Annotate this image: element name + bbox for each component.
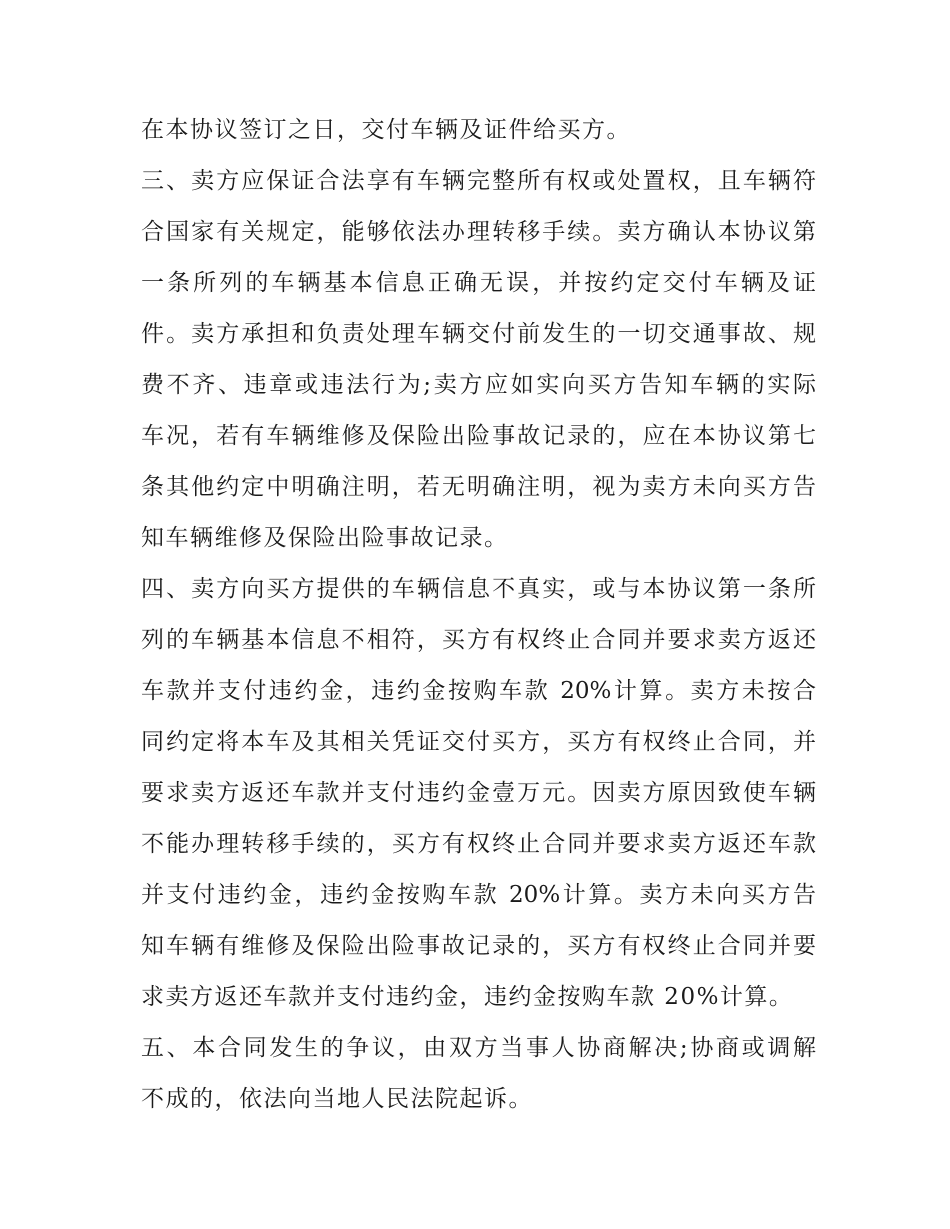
text-line: 件。卖方承担和负责处理车辆交付前发生的一切交通事故、规	[141, 321, 816, 347]
text-line: 五、本合同发生的争议，由双方当事人协商解决;协商或调解	[141, 1035, 816, 1061]
text-line: 三、卖方应保证合法享有车辆完整所有权或处置权，且车辆符	[141, 168, 816, 194]
text-line: 车况，若有车辆维修及保险出险事故记录的，应在本协议第七	[141, 423, 816, 449]
text-line: 知车辆维修及保险出险事故记录。	[141, 525, 509, 551]
text-line: 一条所列的车辆基本信息正确无误，并按约定交付车辆及证	[141, 270, 816, 296]
text-line: 四、卖方向买方提供的车辆信息不真实，或与本协议第一条所	[141, 576, 816, 602]
text-line: 要求卖方返还车款并支付违约金壹万元。因卖方原因致使车辆	[141, 780, 816, 806]
contract-body-text	[141, 105, 816, 1125]
text-line: 并支付违约金，违约金按购车款 20%计算。卖方未向买方告	[141, 882, 816, 908]
text-line: 不能办理转移手续的，买方有权终止合同并要求卖方返还车款	[141, 831, 816, 857]
text-line: 车款并支付违约金，违约金按购车款 20%计算。卖方未按合	[141, 678, 816, 704]
text-line: 费不齐、违章或违法行为;卖方应如实向买方告知车辆的实际	[141, 372, 816, 398]
text-line: 同约定将本车及其相关凭证交付买方，买方有权终止合同，并	[141, 729, 816, 755]
text-line: 不成的，依法向当地人民法院起诉。	[141, 1086, 533, 1112]
text-line: 合国家有关规定，能够依法办理转移手续。卖方确认本协议第	[141, 219, 816, 245]
text-line: 求卖方返还车款并支付违约金，违约金按购车款 20%计算。	[141, 984, 794, 1010]
text-line: 知车辆有维修及保险出险事故记录的，买方有权终止合同并要	[141, 933, 816, 959]
text-line: 列的车辆基本信息不相符，买方有权终止合同并要求卖方返还	[141, 627, 816, 653]
text-line: 在本协议签订之日，交付车辆及证件给买方。	[141, 117, 631, 143]
text-line: 条其他约定中明确注明，若无明确注明，视为卖方未向买方告	[141, 474, 816, 500]
